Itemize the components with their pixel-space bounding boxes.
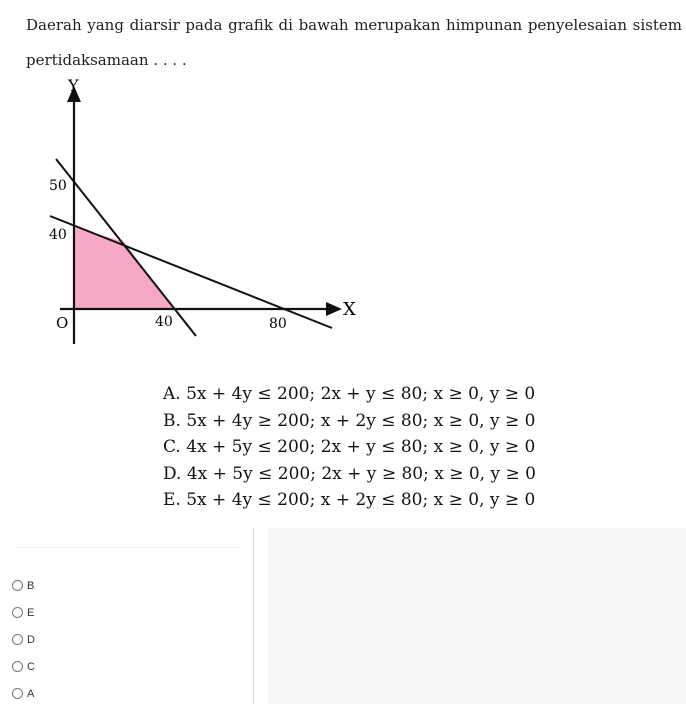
option-a: [163, 381, 536, 408]
option-d: [163, 461, 536, 488]
panel-divider: [253, 528, 254, 704]
option-list: [163, 381, 536, 514]
answer-panel: [268, 528, 686, 704]
choice-label: E: [27, 606, 35, 619]
option-expression: 5x + 4y ≤ 200; 2x + y ≤ 80; x ≥ 0, y ≥ 0: [186, 384, 536, 404]
choice-label: A: [27, 687, 35, 700]
option-c: [163, 434, 536, 461]
choice-a[interactable]: [12, 680, 35, 707]
option-letter: E.: [163, 490, 181, 511]
choice-c[interactable]: [12, 653, 35, 680]
choice-e[interactable]: [12, 599, 35, 626]
option-e: [163, 487, 536, 514]
choice-label: B: [27, 579, 35, 592]
y-tick-label-40: 40: [49, 227, 67, 243]
option-letter: D.: [163, 463, 182, 484]
option-letter: C.: [163, 437, 181, 458]
y-tick-label-50: 50: [49, 178, 67, 194]
x-axis-arrow: [326, 302, 342, 316]
shaded-region: [74, 227, 174, 309]
option-expression: 4x + 5y ≤ 200; 2x + y ≥ 80; x ≥ 0, y ≥ 0: [186, 463, 536, 484]
x-tick-label-80: 80: [269, 316, 287, 332]
option-letter: A.: [163, 384, 181, 404]
graph: [40, 72, 370, 352]
option-letter: B.: [163, 410, 181, 431]
radio-button[interactable]: [12, 661, 23, 672]
radio-button[interactable]: [12, 607, 23, 618]
origin-label: O: [56, 314, 69, 332]
radio-button[interactable]: [12, 688, 23, 699]
answer-choices: [12, 572, 35, 707]
choice-label: C: [27, 660, 35, 673]
divider: [14, 547, 242, 548]
option-expression: 5x + 4y ≤ 200; x + 2y ≤ 80; x ≥ 0, y ≥ 0: [186, 490, 536, 511]
option-expression: 4x + 5y ≤ 200; 2x + y ≤ 80; x ≥ 0, y ≥ 0: [186, 437, 536, 458]
option-b: [163, 408, 536, 435]
x-tick-label-40: 40: [155, 314, 173, 330]
choice-d[interactable]: [12, 626, 35, 653]
x-axis-label: X: [343, 299, 356, 320]
question-text: Daerah yang diarsir pada grafik di bawah merupakan himpunan penyelesaian sistem pertidaksamaan . . . .: [26, 16, 682, 69]
radio-button[interactable]: [12, 634, 23, 645]
y-axis-label: Y: [68, 76, 79, 95]
choice-label: D: [27, 633, 35, 646]
radio-button[interactable]: [12, 580, 23, 591]
choice-b[interactable]: [12, 572, 35, 599]
option-expression: 5x + 4y ≥ 200; x + 2y ≤ 80; x ≥ 0, y ≥ 0: [186, 410, 536, 431]
